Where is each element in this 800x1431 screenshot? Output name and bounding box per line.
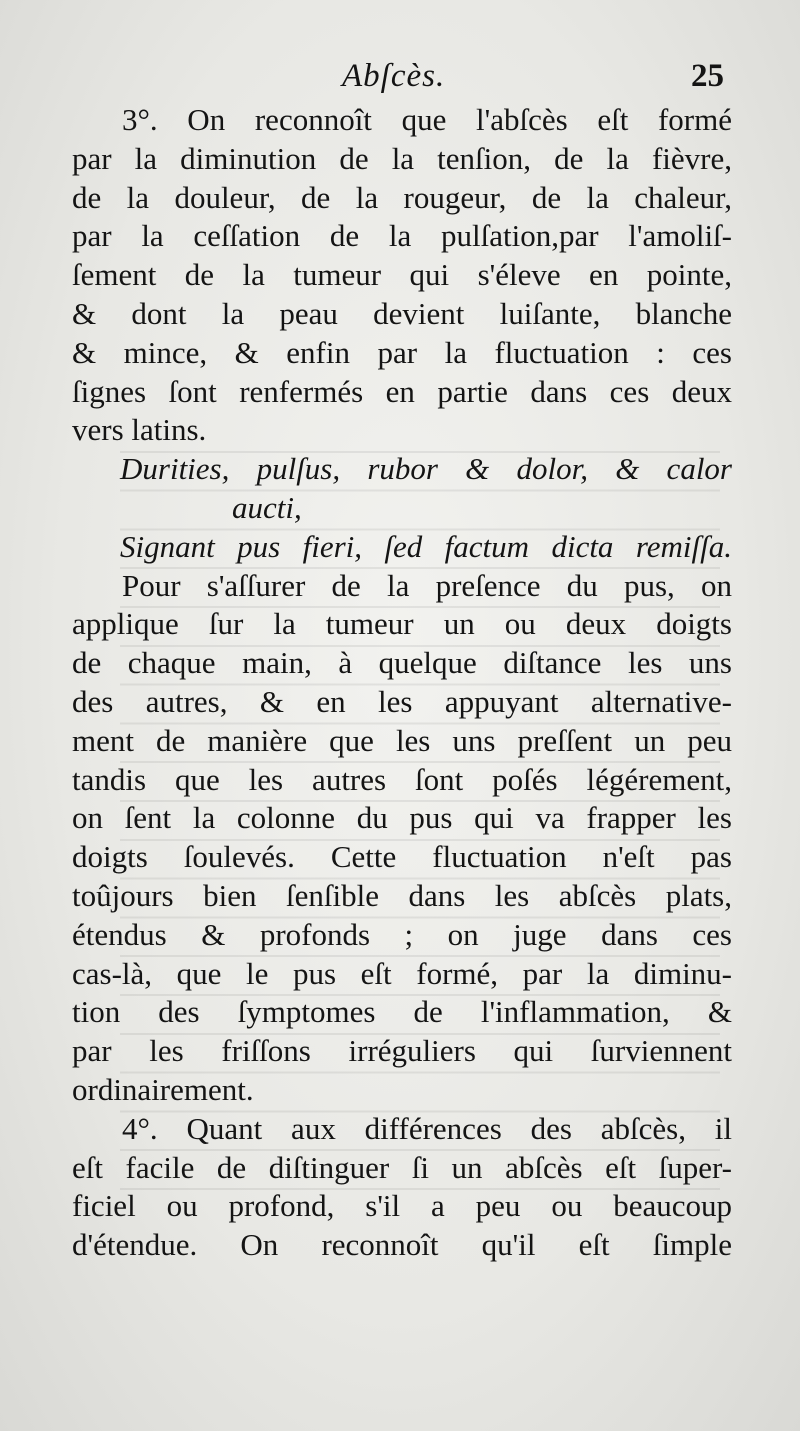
text-line: ficiel ou profond, s'il a peu ou beaucoup — [72, 1188, 732, 1224]
text-line: eſt facile de diſtinguer ſi un abſcès eſt ſuper- — [72, 1149, 732, 1185]
running-head: Abſcès. — [342, 58, 446, 94]
text-line: cas-là, que le pus eſt formé, par la diminu- — [72, 955, 732, 991]
page-number: 25 — [691, 58, 724, 94]
text-line: on ſent la colonne du pus qui va frapper les — [72, 800, 732, 836]
page-header — [72, 58, 724, 102]
text-line: doigts ſoulevés. Cette fluctuation n'eſt pas — [72, 839, 732, 875]
verse-line: Signant pus fieri, ſed factum dicta remiſſa. — [120, 528, 732, 564]
text-line: & mince, & enfin par la fluctuation : ces — [72, 334, 732, 370]
text-line: Pour s'aſſurer de la preſence du pus, on — [122, 567, 732, 603]
body-text — [72, 101, 732, 1265]
text-line: par les friſſons irréguliers qui ſurviennent — [72, 1033, 732, 1069]
text-line: par la diminution de la tenſion, de la fièvre, — [72, 140, 732, 176]
text-line: vers latins. — [72, 412, 207, 448]
text-line: par la ceſſation de la pulſation,par l'amoliſ- — [72, 218, 732, 254]
text-line: ſignes ſont renfermés en partie dans ces deux — [72, 373, 732, 409]
text-line: ſement de la tumeur qui s'éleve en pointe, — [72, 257, 732, 293]
text-line: étendus & profonds ; on juge dans ces — [72, 916, 732, 952]
text-line: toûjours bien ſenſible dans les abſcès plats, — [72, 877, 732, 913]
text-line: de chaque main, à quelque diſtance les uns — [72, 645, 732, 681]
verse-line: Durities, pulſus, rubor & dolor, & calor — [120, 451, 732, 487]
text-line: tion des ſymptomes de l'inflammation, & — [72, 994, 732, 1030]
text-line: tandis que les autres ſont poſés légérement, — [72, 761, 732, 797]
text-line: 3°. On reconnoît que l'abſcès eſt formé — [122, 102, 732, 137]
text-line: des autres, & en les appuyant alternative- — [72, 683, 732, 719]
text-line: applique ſur la tumeur un ou deux doigts — [72, 606, 732, 642]
text-line: & dont la peau devient luiſante, blanche — [72, 295, 732, 331]
text-line: d'étendue. On reconnoît qu'il eſt ſimple — [72, 1227, 732, 1263]
text-line: ordinairement. — [72, 1071, 254, 1107]
text-line: de la douleur, de la rougeur, de la chaleur, — [72, 179, 732, 215]
text-line: 4°. Quant aux différences des abſcès, il — [122, 1110, 732, 1146]
verse-line: aucti, — [232, 489, 302, 525]
text-line: ment de manière que les uns preſſent un peu — [72, 722, 732, 758]
